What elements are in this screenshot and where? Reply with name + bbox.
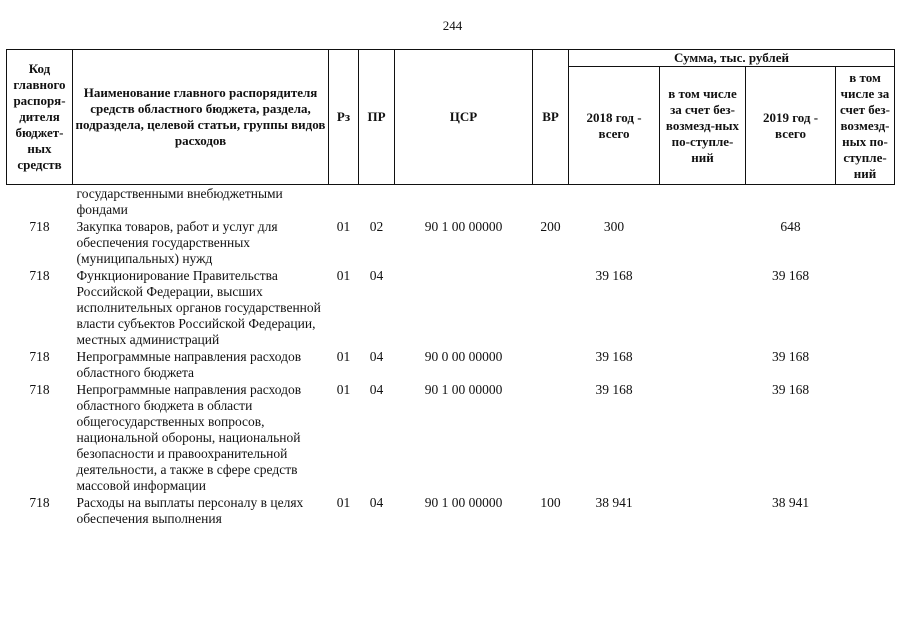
cell-code: 718	[29, 219, 50, 234]
cell-pr	[359, 185, 395, 219]
header-code: Код главного распоря-дителя бюджет-ных средств	[7, 50, 73, 185]
header-2019-free: в том числе за счет без-возмезд-ных по-ступле-ний	[836, 67, 895, 185]
cell-2019-total: 38 941	[771, 495, 810, 510]
cell-2018-free	[660, 381, 746, 494]
cell-2019-total: 39 168	[771, 268, 810, 283]
cell-2018-free	[660, 185, 746, 219]
cell-2018-total: 39 168	[595, 268, 633, 283]
cell-2018-total	[569, 185, 660, 219]
cell-2019-free	[836, 381, 895, 494]
cell-name: Функционирование Правительства Российской Федерации, высших исполнительных органов государственной власти субъектов Российской Федерации, местных администраций	[76, 268, 321, 347]
cell-pr: 04	[369, 268, 384, 283]
cell-csr: 90 1 00 00000	[424, 219, 503, 234]
header-2019-total: 2019 год - всего	[746, 67, 836, 185]
cell-csr	[395, 185, 533, 219]
cell-2018-total: 300	[603, 219, 625, 234]
cell-vr: 100	[540, 495, 561, 510]
cell-2018-total: 39 168	[595, 382, 633, 397]
header-rz: Рз	[329, 50, 359, 185]
header-csr: ЦСР	[395, 50, 533, 185]
cell-rz	[329, 185, 359, 219]
budget-table	[6, 49, 895, 527]
cell-2018-free	[660, 348, 746, 381]
cell-2018-free	[660, 494, 746, 527]
cell-2019-total	[746, 185, 836, 219]
cell-2019-free	[836, 494, 895, 527]
header-sum-group: Сумма, тыс. рублей	[569, 50, 895, 67]
cell-2019-free	[836, 267, 895, 348]
header-2018-free: в том числе за счет без-возмезд-ных по-ступле-ний	[660, 67, 746, 185]
cell-vr	[533, 381, 569, 494]
cell-code	[7, 185, 73, 219]
cell-2018-free	[660, 218, 746, 267]
table-row	[7, 381, 895, 494]
cell-csr: 90 1 00 00000	[424, 382, 503, 397]
cell-2019-free	[836, 218, 895, 267]
cell-pr: 04	[369, 382, 384, 397]
cell-2018-total: 38 941	[595, 495, 633, 510]
table-row	[7, 267, 895, 348]
header-2018-total: 2018 год - всего	[569, 67, 660, 185]
cell-vr	[533, 348, 569, 381]
cell-vr	[533, 185, 569, 219]
cell-name: Непрограммные направления расходов областного бюджета в области общегосударственных вопросов, национальной обороны, национальной безопасности и правоохранительной деятельности, а также в сфере средств массовой информации	[76, 382, 302, 493]
cell-name: Непрограммные направления расходов областного бюджета	[76, 349, 302, 380]
cell-2019-free	[836, 185, 895, 219]
table-row	[7, 218, 895, 267]
cell-2019-total: 39 168	[771, 382, 810, 397]
cell-rz: 01	[336, 268, 351, 283]
cell-rz: 01	[336, 495, 351, 510]
cell-csr: 90 0 00 00000	[424, 349, 503, 364]
cell-2018-total: 39 168	[595, 349, 633, 364]
page-number: 244	[442, 18, 463, 33]
cell-pr: 02	[369, 219, 384, 234]
cell-vr	[533, 267, 569, 348]
cell-code: 718	[29, 495, 50, 510]
header-vr: ВР	[533, 50, 569, 185]
cell-2019-total: 39 168	[771, 349, 810, 364]
cell-name: Расходы на выплаты персоналу в целях обеспечения выполнения	[76, 495, 304, 526]
cell-code: 718	[29, 349, 50, 364]
cell-vr: 200	[540, 219, 561, 234]
cell-csr	[395, 267, 533, 348]
table-row	[7, 348, 895, 381]
cell-name: Закупка товаров, работ и услуг для обеспечения государственных (муниципальных) нужд	[76, 219, 278, 266]
table-row	[7, 185, 895, 219]
cell-code: 718	[29, 382, 50, 397]
cell-2018-free	[660, 267, 746, 348]
cell-pr: 04	[369, 349, 384, 364]
cell-2019-total: 648	[780, 219, 801, 234]
cell-pr: 04	[369, 495, 384, 510]
cell-rz: 01	[336, 219, 351, 234]
cell-rz: 01	[336, 382, 351, 397]
cell-name: государственными внебюджетными фондами	[76, 186, 283, 217]
cell-rz: 01	[336, 349, 351, 364]
header-name: Наименование главного распорядителя средств областного бюджета, раздела, подраздела, целевой статьи, группы видов расходов	[73, 50, 329, 185]
cell-2019-free	[836, 348, 895, 381]
header-pr: ПР	[359, 50, 395, 185]
cell-csr: 90 1 00 00000	[424, 495, 503, 510]
table-row	[7, 494, 895, 527]
cell-code: 718	[29, 268, 50, 283]
